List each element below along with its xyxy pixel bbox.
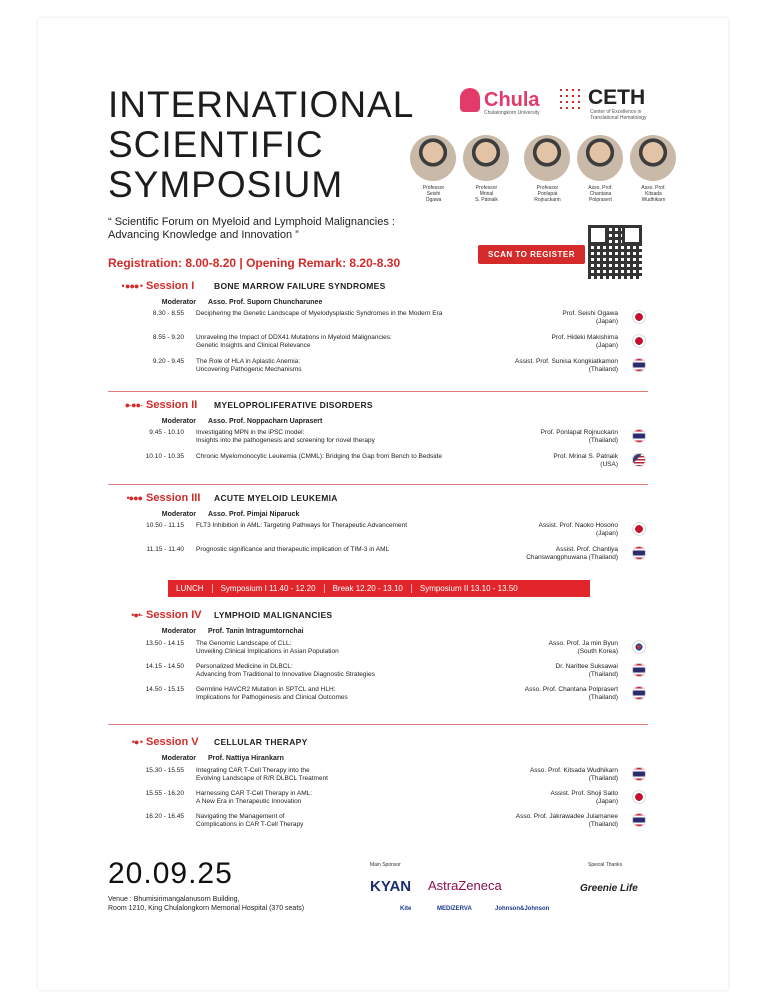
- symposium-2-label: Symposium II 13.10 - 13.50: [419, 584, 518, 593]
- speaker-card: Asso. Prof. Chantana Polprasert: [577, 135, 624, 203]
- speaker-photo: [524, 135, 570, 181]
- johnson-johnson-logo: Johnson&Johnson: [495, 906, 550, 912]
- korea-flag-icon: [632, 640, 646, 654]
- moderator-row: Moderator Asso. Prof. Pimjai Niparuck: [161, 510, 300, 518]
- japan-flag-icon: [632, 790, 646, 804]
- moderator-row: Moderator Asso. Prof. Suporn Chuncharunee: [161, 298, 323, 306]
- thailand-flag-icon: [632, 358, 646, 372]
- break-label: Break 12.20 - 13.10: [325, 584, 412, 593]
- title-line: SYMPOSIUM: [108, 164, 344, 205]
- speaker-card: Professor Seishi Ogawa: [410, 135, 457, 203]
- kite-logo: Kite: [400, 906, 412, 912]
- session-title: LYMPHOID MALIGNANCIES: [214, 610, 333, 620]
- event-date: 20.09.25: [108, 857, 233, 890]
- session-dots: • ●●● •: [121, 281, 142, 291]
- session-title: MYELOPROLIFERATIVE DISORDERS: [214, 400, 373, 410]
- speaker-photo: [410, 135, 456, 181]
- page-title: [108, 85, 414, 205]
- chula-logo: [460, 88, 540, 116]
- talk-row: 8.30 - 8.55 Deciphering the Genetic Landscape of Myelodysplastic Syndromes in the Modern Era Prof. Seishi Ogawa (Japan): [108, 310, 648, 326]
- greenie-life-logo: Greenie Life: [580, 883, 638, 894]
- thailand-flag-icon: [632, 686, 646, 700]
- session-title: CELLULAR THERAPY: [214, 737, 308, 747]
- session-dots: •● •: [131, 737, 142, 747]
- moderator-row: Moderator Prof. Tanin Intragumtornchai: [161, 627, 304, 635]
- session-3: [108, 490, 648, 562]
- speaker-photos: [410, 135, 683, 203]
- talk-row: 11.15 - 11.40 Prognostic significance and therapeutic implication of TIM-3 in AML Assist. Prof. Chantiya Chanswangphuwana (Thailand): [108, 546, 648, 562]
- japan-flag-icon: [632, 334, 646, 348]
- speaker-card: Asso. Prof. Kitsada Wudhikarn: [630, 135, 677, 203]
- title-line: INTERNATIONAL: [108, 84, 415, 125]
- session-5: [108, 734, 648, 829]
- talk-row: 15.30 - 15.55 Integrating CAR T-Cell Therapy into the Evolving Landscape of R/R DLBCL Treatment Asso. Prof. Kitsada Wudhikarn (Thailand): [108, 767, 648, 783]
- japan-flag-icon: [632, 522, 646, 536]
- section-divider: [108, 724, 648, 725]
- speaker-photo: [577, 135, 623, 181]
- title-line: SCIENTIFIC: [108, 124, 324, 165]
- talk-row: 15.55 - 16.20 Harnessing CAR T-Cell Therapy in AML: A New Era in Therapeutic Innovation Assist. Prof. Shoji Saito (Japan): [108, 790, 648, 806]
- kyan-logo: KYAN: [370, 878, 412, 895]
- venue-line: Room 1210, King Chulalongkorn Memorial Hospital (370 seats): [108, 905, 305, 912]
- venue-line: Venue : Bhumisirimangalanusorn Building,: [108, 896, 240, 903]
- moderator-row: Moderator Prof. Nattiya Hirankarn: [161, 754, 284, 762]
- session-name: Session I: [146, 280, 195, 292]
- session-dots: •●•-: [131, 610, 142, 620]
- thailand-flag-icon: [632, 767, 646, 781]
- ceth-sub: Center of Excellence in Translational Hematology: [590, 109, 647, 121]
- section-divider: [108, 391, 648, 392]
- session-name: Session II: [146, 399, 198, 411]
- session-1: [108, 278, 648, 374]
- session-2: [108, 397, 648, 469]
- session-dots: •●●●: [126, 493, 142, 503]
- moderator-name: Asso. Prof. Pimjai Niparuck: [208, 510, 300, 518]
- session-title: BONE MARROW FAILURE SYNDROMES: [214, 281, 386, 291]
- thailand-flag-icon: [632, 546, 646, 560]
- ceth-name: CETH: [588, 86, 646, 109]
- venue-info: [108, 895, 304, 913]
- scan-to-register-button[interactable]: SCAN TO REGISTER: [478, 245, 585, 264]
- main-sponsor-label: Main Sponsor: [370, 862, 401, 868]
- symposium-1-label: Symposium I 11.40 - 12.20: [213, 584, 325, 593]
- moderator-name: Asso. Prof. Suporn Chuncharunee: [208, 298, 323, 306]
- thailand-flag-icon: [632, 813, 646, 827]
- talk-row: 13.50 - 14.15 The Genomic Landscape of CLL: Unveiling Clinical Implications in Asian Population Asso. Prof. Ja min Byun (South Korea): [108, 640, 648, 656]
- session-dots: ●-●●-: [124, 400, 142, 410]
- medizerva-logo: MEDIZERVA: [437, 906, 472, 912]
- astrazeneca-logo: AstraZeneca: [428, 878, 502, 893]
- moderator-row: Moderator Asso. Prof. Noppacharn Uaprasert: [161, 417, 323, 425]
- ceth-logo: [558, 86, 647, 121]
- qr-code-icon[interactable]: [588, 225, 642, 279]
- thailand-flag-icon: [632, 663, 646, 677]
- talk-row: 8.55 - 9.20 Unraveling the Impact of DDX41 Mutations in Myeloid Malignancies: Genetic Insights and Clinical Relevance Prof. Hideki Makishima (Japan): [108, 334, 648, 350]
- talk-row: 16.20 - 16.45 Navigating the Management of Complications in CAR T-Cell Therapy Asso. Prof. Jakrawadee Julamanee (Thailand): [108, 813, 648, 829]
- usa-flag-icon: [632, 453, 646, 467]
- talk-row: 9.45 - 10.10 Investigating MPN in the iPSC model: Insights into the pathogenesis and screening for novel therapy Prof. Ponlapat Rojnuckarin (Thailand): [108, 429, 648, 445]
- session-name: Session III: [146, 492, 201, 504]
- talk-row: 10.50 - 11.15 FLT3 Inhibition in AML: Targeting Pathways for Therapeutic Advancement Assist. Prof. Naoko Hosono (Japan): [108, 522, 648, 538]
- talk-row: 14.15 - 14.50 Personalized Medicine in DLBCL: Advancing from Traditional to Innovative Diagnostic Strategies Dr. Narittee Suksawai (Thailand): [108, 663, 648, 679]
- speaker-card: Professor Ponlapat Rojnuckarin: [524, 135, 571, 203]
- symposium-subtitle: “ Scientific Forum on Myeloid and Lymphoid Malignancies : Advancing Knowledge and Innovation ”: [108, 216, 395, 241]
- moderator-name: Prof. Tanin Intragumtornchai: [208, 627, 304, 635]
- talk-row: 9.20 - 9.45 The Role of HLA in Aplastic Anemia: Uncovering Pathogenic Mechanisms Assist. Prof. Sunisa Kongkiatkamon (Thailand): [108, 358, 648, 374]
- registration-time: Registration: 8.00-8.20 | Opening Remark: 8.20-8.30: [108, 256, 401, 270]
- session-title: ACUTE MYELOID LEUKEMIA: [214, 493, 338, 503]
- talk-row: 14.50 - 15.15 Germline HAVCR2 Mutation in SPTCL and HLH: Implications for Pathogenesis and Clinical Outcomes Asso. Prof. Chantana Polprasert (Thailand): [108, 686, 648, 702]
- speaker-photo: [630, 135, 676, 181]
- section-divider: [108, 484, 648, 485]
- session-name: Session IV: [146, 609, 202, 621]
- chula-emblem-icon: [460, 88, 480, 112]
- lunch-label: LUNCH: [168, 584, 213, 593]
- lunch-break-bar: [168, 580, 590, 597]
- speaker-photo: [463, 135, 509, 181]
- chula-name: Chula: [484, 88, 540, 111]
- moderator-name: Asso. Prof. Noppacharn Uaprasert: [208, 417, 323, 425]
- speaker-card: Professor Mrinal S. Patnaik: [463, 135, 510, 203]
- thailand-flag-icon: [632, 429, 646, 443]
- ceth-dots-icon: [558, 87, 584, 109]
- session-4: [108, 607, 648, 702]
- session-name: Session V: [146, 736, 199, 748]
- moderator-name: Prof. Nattiya Hirankarn: [208, 754, 284, 762]
- chula-sub: Chulalongkorn University: [484, 110, 540, 116]
- japan-flag-icon: [632, 310, 646, 324]
- special-thanks-label: Special Thanks: [588, 862, 623, 868]
- talk-row: 10.10 - 10.35 Chronic Myelomonocytic Leukemia (CMML): Bridging the Gap from Bench to Bedside Prof. Mrinal S. Patnaik (USA): [108, 453, 648, 469]
